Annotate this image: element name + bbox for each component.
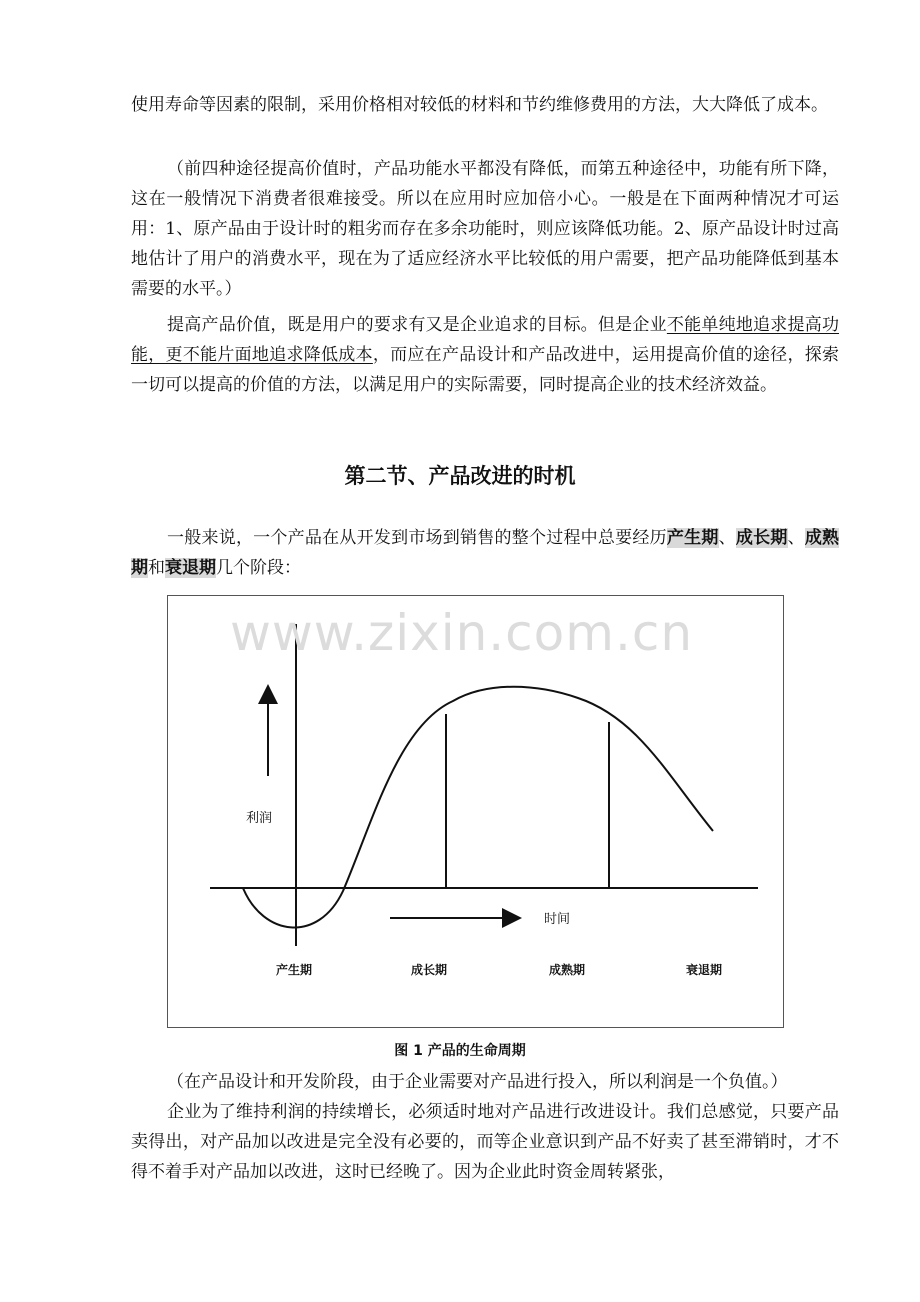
stage-label-introduction: 产生期 (276, 963, 313, 977)
figure-caption: 图 1 产品的生命周期 (394, 1043, 526, 1059)
lifecycle-intro-tail: 几个阶段： (216, 558, 301, 578)
paragraph-note-function-reduction: （前四种途径提高价值时，产品功能水平都没有降低，而第五种途径中，功能有所下降，这在一般情况下消费者很难接受。所以在应用时应加倍小心。一般是在下面两种情况才可运用：1、原产品由于设计时的粗劣而存在多余功能时，则应该降低功能。2、原产品设计时过高地估计了用户的消费水平，现在为了适应经济水平比较低的用户需要，把产品功能降低到基本需要的水平。） (131, 159, 839, 299)
stage-label-growth: 成长期 (411, 963, 448, 977)
paragraph-value-text-a: 提高产品价值，既是用户的要求有又是企业追求的目标。但是企业 (167, 315, 667, 335)
separator: 、 (718, 528, 736, 548)
stage-highlight-introduction: 产生期 (666, 528, 719, 548)
lifecycle-intro-text: 一般来说，一个产品在从开发到市场到销售的整个过程中总要经历 (167, 528, 667, 548)
conjunction: 和 (148, 558, 165, 578)
section-heading: 第二节、产品改进的时机 (344, 464, 576, 488)
lifecycle-curve (243, 687, 713, 928)
paragraph-lifecycle-intro (131, 523, 839, 583)
stage-highlight-maturity: 成熟期 (131, 528, 840, 578)
lifecycle-diagram (168, 596, 785, 1029)
lifecycle-figure (167, 595, 784, 1028)
stage-label-decline: 衰退期 (686, 963, 723, 977)
paragraph-value-goal (131, 310, 839, 400)
stage-highlight-growth: 成长期 (735, 528, 788, 548)
paragraph-improvement-timing: 企业为了维持利润的持续增长，必须适时地对产品进行改进设计。我们总感觉，只要产品卖得出，对产品加以改进是完全没有必要的，而等企业意识到产品不好卖了甚至滞销时，才不得不着手对产品加以改进，这时已经晚了。因为企业此时资金周转紧张， (131, 1102, 839, 1182)
x-axis-label: 时间 (544, 912, 571, 927)
stage-highlight-decline: 衰退期 (165, 558, 216, 578)
paragraph-negative-profit-note: （在产品设计和开发阶段，由于企业需要对产品进行投入，所以利润是一个负值。） (167, 1072, 788, 1092)
watermark: www.zixin.com.cn (230, 604, 694, 662)
paragraph-cost: 使用寿命等因素的限制，采用价格相对较低的材料和节约维修费用的方法，大大降低了成本。 (131, 95, 828, 115)
stage-label-maturity: 成熟期 (549, 963, 586, 977)
separator: 、 (787, 528, 805, 548)
paragraph-value-text-b: ，而应在产品设计和产品改进中，运用提高价值的途径，探索一切可以提高的价值的方法，以满足用户的实际需要，同时提高企业的技术经济效益。 (131, 345, 840, 395)
underlined-phrase: 不能单纯地追求提高功能，更不能片面地追求降低成本 (131, 315, 840, 365)
y-axis-label: 利润 (246, 811, 273, 826)
